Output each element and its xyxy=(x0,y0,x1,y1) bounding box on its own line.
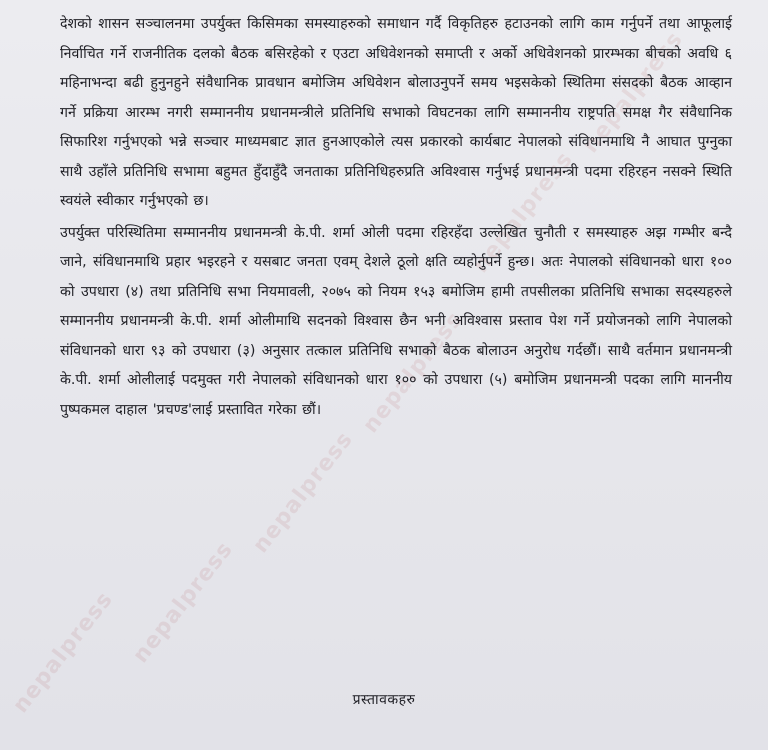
watermark-text: nepalpress xyxy=(578,27,689,158)
watermark-text: nepalpress xyxy=(8,587,119,718)
watermark-text: nepalpress xyxy=(358,307,469,438)
document-body xyxy=(60,10,732,425)
watermark-text: nepalpress xyxy=(128,537,239,668)
paragraph-2: उपर्युक्त परिस्थितिमा सम्माननीय प्रधानमन्त्री के.पी. शर्मा ओली पदमा रहिरहँदा उल्लेखित चुनौती र समस्याहरु अझ गम्भीर बन्दै जाने, संविधानमाथि प्रहार भइरहने र यसबाट जनता एवम् देशले ठूलो क्षति व्यहोर्नुपर्ने हुन्छ। अतः नेपालको संविधानको धारा १०० को उपधारा (४) तथा प्रतिनिधि सभा नियमावली, २०७५ को नियम १५३ बमोजिम हामी तपसीलका प्रतिनिधि सभाका सदस्यहरुले सम्माननीय प्रधानमन्त्री के.पी. शर्मा ओलीमाथि सदनको विश्वास छैन भनी अविश्वास प्रस्ताव पेश गर्ने प्रयोजनको लागि नेपालको संविधानको धारा ९३ को उपधारा (३) अनुसार तत्काल प्रतिनिधि सभाको बैठक बोलाउन अनुरोध गर्दछौं। साथै वर्तमान प्रधानमन्त्री के.पी. शर्मा ओलीलाई पदमुक्त गरी नेपालको संविधानको धारा १०० को उपधारा (५) बमोजिम प्रधानमन्त्री पदका लागि माननीय पुष्पकमल दाहाल 'प्रचण्ड'लाई प्रस्तावित गरेका छौं। xyxy=(60,224,732,418)
signature-heading: प्रस्तावकहरु xyxy=(352,692,416,708)
watermark-text: nepalpress xyxy=(248,427,359,558)
watermark-text: nepalpress xyxy=(468,147,579,278)
paragraph-1: देशको शासन सञ्चालनमा उपर्युक्त किसिमका समस्याहरुको समाधान गर्दै विकृतिहरु हटाउनको लागि काम गर्नुपर्ने तथा आफूलाई निर्वाचित गर्ने राजनीतिक दलको बैठक बसिरहेको र एउटा अधिवेशनको समाप्ती र अर्को अधिवेशनको प्रारम्भका बीचको अवधि ६ महिनाभन्दा बढी हुनुनहुने संवैधानिक प्रावधान बमोजिम अधिवेशन बोलाउनुपर्ने समय भइसकेको स्थितिमा संसदको बैठक आव्हान गर्ने प्रक्रिया आरम्भ नगरी सम्माननीय प्रधानमन्त्रीले प्रतिनिधि सभाको विघटनका लागि सम्माननीय राष्ट्रपति समक्ष गैर संवैधानिक सिफारिश गर्नुभएको भन्ने सञ्चार माध्यमबाट ज्ञात हुनआएकोले त्यस प्रकारको कार्यबाट नेपालको संविधानमाथि नै आघात पुग्नुका साथै उहाँले प्रतिनिधि सभामा बहुमत हुँदाहुँदै जनताका प्रतिनिधिहरुप्रति अविश्वास गर्नुभई प्रधानमन्त्री पदमा रहिरहन नसक्ने स्थिति स्वयंले स्वीकार गर्नुभएको छ। xyxy=(60,16,732,209)
